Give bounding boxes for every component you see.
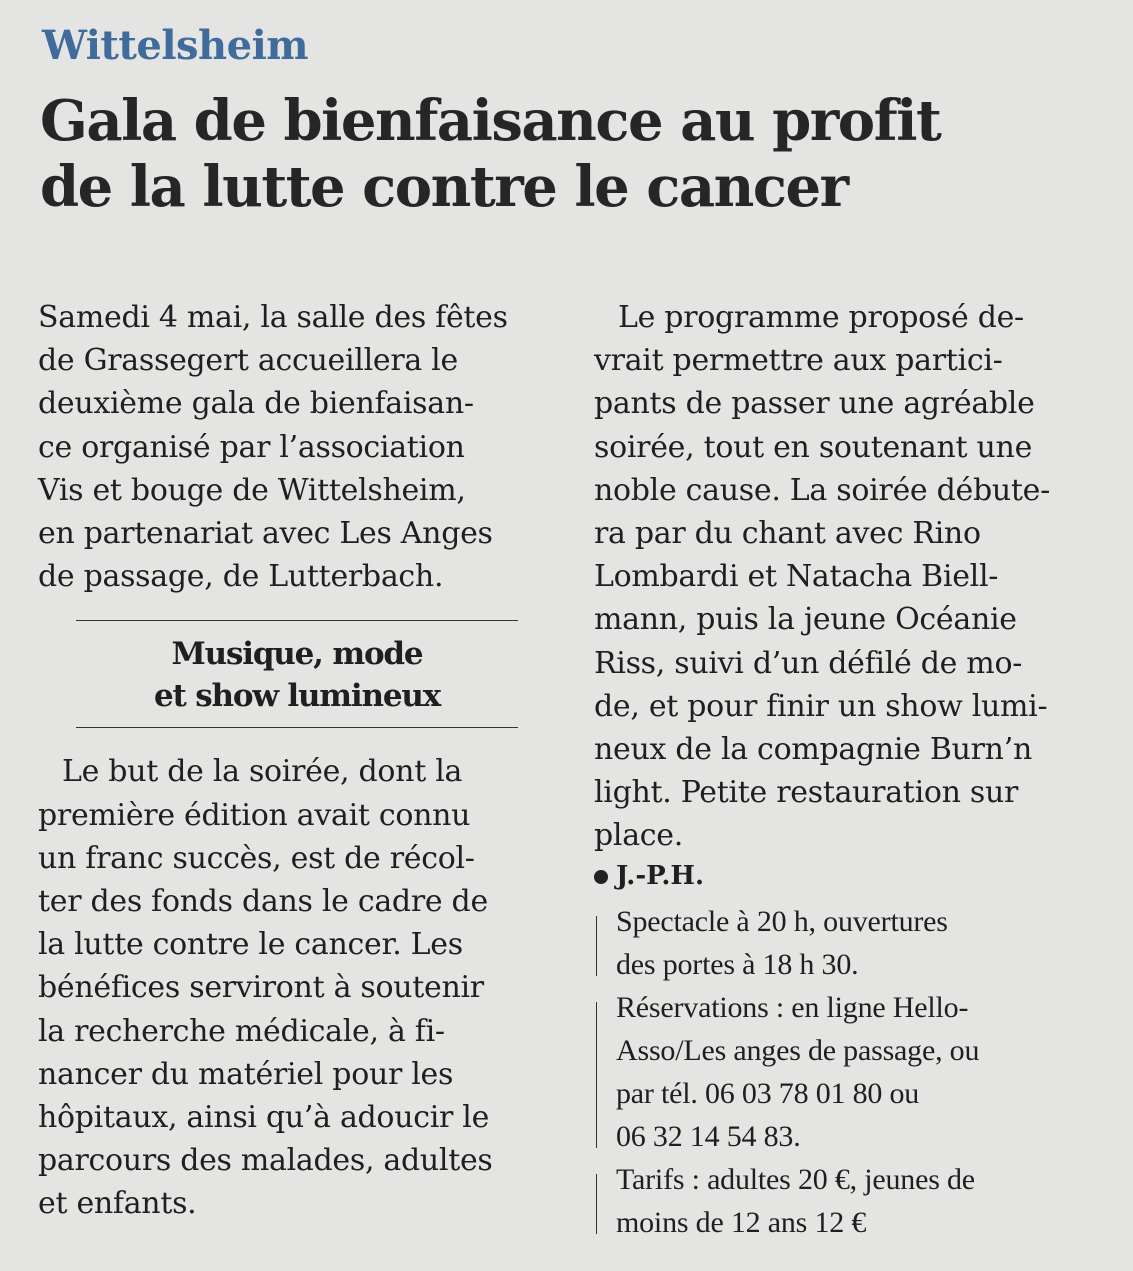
text-line: Lombardi et Natacha Biell- [594,559,999,595]
text-line: neux de la compagnie Burn’n [594,732,1032,768]
text-line: parcours des malades, adultes [38,1143,493,1179]
text-line: ce organisé par l’association [38,429,465,465]
text-line: première édition avait connu [38,797,471,833]
body-paragraph-left [38,750,558,1225]
text-line: hôpitaux, ainsi qu’à adoucir le [38,1100,490,1136]
text-line: light. Petite restauration sur [594,775,1019,811]
text-line: Le but de la soirée, dont la [62,754,463,790]
signature-text: J.-P.H. [616,860,705,891]
text-line: un franc succès, est de récol- [38,840,475,876]
text-line: bénéfices serviront à soutenir [38,970,484,1006]
left-column [38,296,558,1226]
text-line: deuxième gala de bienfaisan- [38,386,474,422]
text-line: la lutte contre le cancer. Les [38,927,463,963]
text-line: place. [594,818,683,854]
headline-line: Gala de bienfaisance au profit [40,88,941,154]
intro-paragraph [38,296,558,598]
article-headline [40,88,1120,220]
text-line: de Grassegert accueillera le [38,343,458,379]
text-line: de passage, de Lutterbach. [38,559,444,595]
subhead-line: et show lumineux [154,678,440,715]
subhead-box [76,620,518,728]
text-line: la recherche médicale, à fi- [38,1013,445,1049]
info-block-prices [594,1158,1106,1244]
text-line: ra par du chant avec Rino [594,516,981,552]
article-kicker: Wittelsheim [42,22,309,69]
text-line: mann, puis la jeune Océanie [594,602,1017,638]
info-line: Réservations : en ligne Hello- [616,990,969,1024]
text-line: Le programme proposé de- [618,300,1024,335]
text-line: Samedi 4 mai, la salle des fêtes [38,300,508,335]
subhead-line: Musique, mode [171,636,423,673]
info-block-schedule [594,900,1106,986]
body-paragraph-right [594,296,1106,858]
text-line: ter des fonds dans le cadre de [38,884,488,920]
bullet-dot-icon [594,870,608,884]
info-line: des portes à 18 h 30. [616,947,859,981]
text-line: vrait permettre aux partici- [594,343,1003,379]
text-line: noble cause. La soirée débute- [594,472,1050,508]
info-line: par tél. 06 03 78 01 80 ou [616,1076,920,1110]
headline-line: de la lutte contre le cancer [40,154,848,220]
text-line: de, et pour finir un show lumi- [594,688,1048,724]
text-line: Riss, suivi d’un défilé de mo- [594,645,1023,681]
info-line: 06 32 14 54 83. [616,1119,801,1153]
text-line: nancer du matériel pour les [38,1056,454,1092]
text-line: Vis et bouge de Wittelsheim, [38,472,466,508]
article-subhead [76,633,518,717]
info-line: Tarifs : adultes 20 €, jeunes de [616,1162,975,1196]
info-line: Spectacle à 20 h, ouvertures [616,904,948,938]
author-signature [594,858,1106,894]
text-line: en partenariat avec Les Anges [38,516,493,552]
text-line: pants de passer une agréable [594,386,1035,422]
info-line: moins de 12 ans 12 € [616,1205,867,1239]
right-column [594,296,1106,1244]
info-block-reservations [594,986,1106,1158]
info-line: Asso/Les anges de passage, ou [616,1033,980,1067]
text-line: soirée, tout en soutenant une [594,429,1033,465]
text-line: et enfants. [38,1186,197,1222]
